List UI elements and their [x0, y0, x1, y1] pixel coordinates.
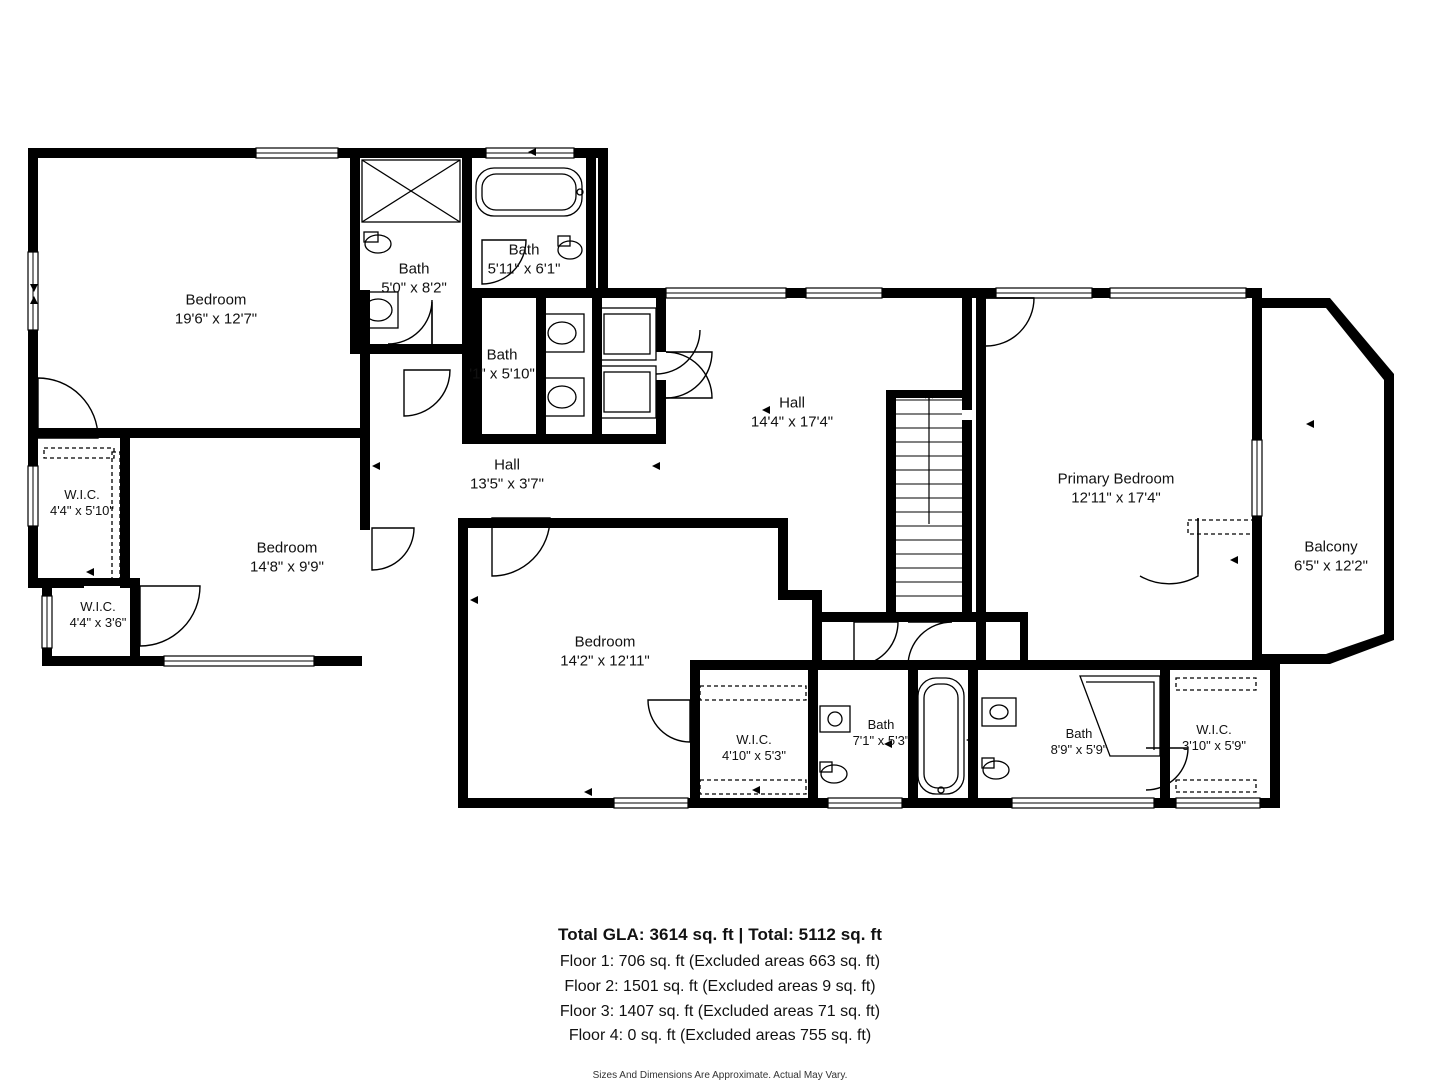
room-label: Bath 8'9" x 5'9"	[1050, 725, 1108, 757]
room-label: Primary Bedroom 12'11" x 17'4"	[1057, 470, 1175, 506]
room-label: Bath '1" x 5'10"	[469, 346, 535, 382]
room-label: W.I.C. 3'10" x 5'9"	[1181, 721, 1247, 753]
room-label: Bath 5'11" x 6'1"	[487, 241, 561, 277]
floor-area-line: Floor 2: 1501 sq. ft (Excluded areas 9 sq. ft)	[564, 977, 876, 995]
total-gla-line: Total GLA: 3614 sq. ft | Total: 5112 sq. ft	[558, 925, 882, 944]
room-label: Bedroom 14'2" x 12'11"	[560, 633, 650, 669]
plan-walls	[28, 148, 1394, 808]
floor-area-line: Floor 3: 1407 sq. ft (Excluded areas 71 sq. ft)	[559, 1002, 881, 1020]
room-label: Bedroom 14'8" x 9'9"	[250, 539, 324, 575]
disclaimer-text: Sizes And Dimensions Are Approximate. Actual May Vary.	[592, 1070, 848, 1081]
floor-area-line: Floor 4: 0 sq. ft (Excluded areas 755 sq. ft)	[568, 1027, 872, 1045]
room-label: Balcony 6'5" x 12'2"	[1294, 538, 1368, 574]
room-label: Hall 13'5" x 3'7"	[470, 456, 544, 492]
room-label: Hall 14'4" x 17'4"	[750, 394, 834, 430]
room-label: W.I.C. 4'10" x 5'3"	[721, 731, 787, 763]
room-label: Bath 5'0" x 8'2"	[381, 260, 447, 296]
floor-area-line: Floor 1: 706 sq. ft (Excluded areas 663 sq. ft)	[559, 953, 881, 970]
room-label: W.I.C. 4'4" x 5'10"	[49, 486, 115, 518]
room-label: Bedroom 19'6" x 12'7"	[174, 291, 258, 327]
room-label: W.I.C. 4'4" x 3'6"	[69, 598, 127, 630]
floor-area-list	[0, 950, 1440, 1049]
room-label: Bath 7'1" x 5'3"	[852, 716, 910, 748]
